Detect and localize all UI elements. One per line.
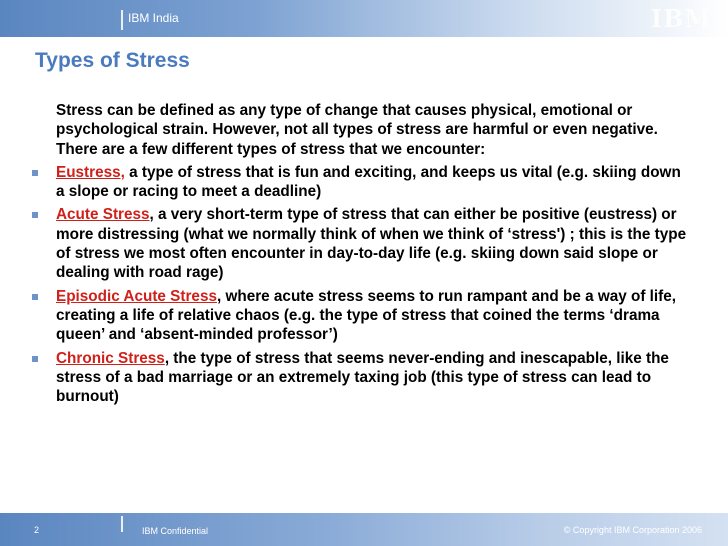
term-episodic-acute-stress: Episodic Acute Stress	[56, 287, 217, 305]
header-divider	[121, 10, 123, 30]
intro-paragraph: Stress can be defined as any type of change that causes physical, emotional or psychological strain. However, not all types of stress are harmful or even negative. There are a few different types of stress that we encounter:	[56, 102, 658, 158]
slide-content	[20, 101, 688, 410]
footer-divider	[121, 516, 123, 532]
bullet-text: , the type of stress that seems never-ending and inescapable, like the stress of a bad marriage or an extremely taxing job (this type of stress can lead to burnout)	[56, 349, 669, 406]
list-item-eustress	[20, 163, 688, 202]
copyright-notice: © Copyright IBM Corporation 2006	[563, 525, 702, 535]
term-acute-stress: Acute Stress	[56, 206, 150, 224]
bullet-square-icon	[32, 294, 38, 300]
slide-title: Types of Stress	[35, 49, 190, 72]
term-chronic-stress: Chronic Stress	[56, 349, 165, 367]
bullet-text: a type of stress that is fun and exciting, and keeps us vital (e.g. skiing down a slope or racing to meet a deadline)	[56, 163, 681, 201]
page-number: 2	[34, 525, 40, 535]
header-bar	[0, 0, 728, 37]
list-item-episodic-acute-stress	[20, 287, 688, 345]
term-eustress: Eustress,	[56, 163, 125, 181]
ibm-logo: IBM	[650, 4, 712, 33]
list-item-acute-stress	[20, 205, 688, 282]
bullet-text: , a very short-term type of stress that can either be positive (eustress) or more distressing (what we normally think of when we think of ‘stress') ; this is the type of stress we most often encounter in day-to-day life (e.g. skiing down said slope or dealing with road rage)	[56, 206, 687, 282]
bullet-square-icon	[32, 170, 38, 176]
bullet-text: , where acute stress seems to run rampant and be a way of life, creating a life of relative chaos (e.g. the type of stress that coined the terms ‘drama queen’ and ‘absent-minded professor’)	[56, 287, 677, 344]
stress-types-list	[20, 163, 688, 407]
confidential-label: IBM Confidential	[142, 526, 209, 536]
header-brand: IBM India	[128, 11, 179, 25]
list-item-chronic-stress	[20, 349, 688, 407]
bullet-square-icon	[32, 356, 38, 362]
bullet-square-icon	[32, 212, 38, 218]
